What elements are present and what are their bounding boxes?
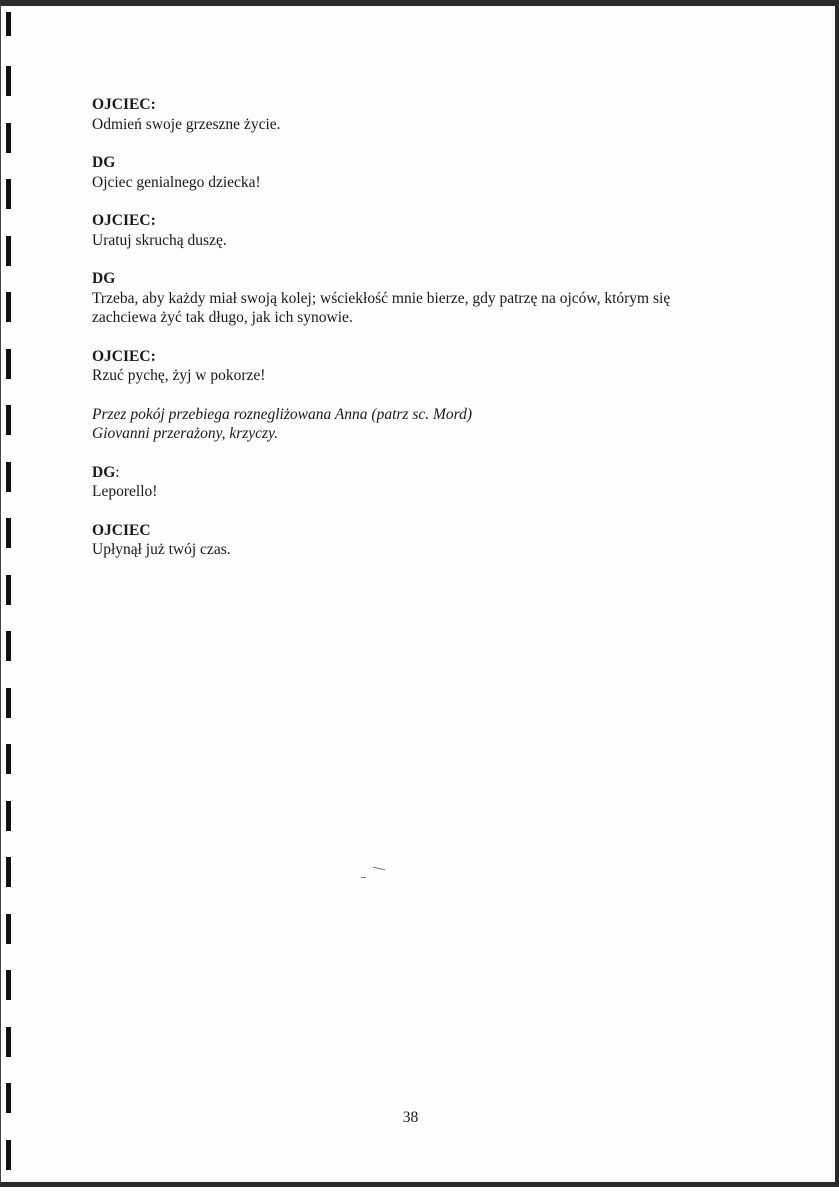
dialogue-block: [92, 153, 752, 192]
speaker-name: OJCIEC: [92, 521, 151, 539]
scan-smudge: [373, 867, 385, 870]
speaker-name: OJCIEC:: [92, 212, 156, 229]
binding-hole: [6, 688, 11, 718]
speaker-colon: :: [115, 463, 120, 481]
stage-direction-line: Giovanni przerażony, krzyczy.: [92, 425, 278, 442]
dialogue-line: Odmień swoje grzeszne życie.: [92, 115, 281, 133]
binding-hole: [6, 236, 11, 266]
speaker-name: OJCIEC:: [92, 96, 156, 113]
dialogue-line: Upłynął już twój czas.: [92, 541, 231, 558]
binding-holes: [4, 6, 14, 1193]
dialogue-block: [92, 211, 752, 250]
stage-direction-line: Przez pokój przebiega roznegliżowana Anna (patrz sc. Mord): [92, 405, 473, 423]
page-number: 38: [402, 1109, 419, 1126]
dialogue-block: [92, 95, 752, 134]
binding-hole: [6, 462, 11, 492]
scan-smudge: [361, 877, 366, 878]
binding-hole: [6, 66, 11, 96]
speaker-name: DG: [92, 270, 116, 287]
speaker-label: DG: [92, 463, 116, 481]
binding-hole: [6, 1140, 11, 1170]
speaker-name: DG: [92, 154, 116, 171]
binding-hole: [6, 12, 11, 36]
binding-hole: [6, 970, 11, 1000]
binding-hole: [6, 349, 11, 379]
binding-hole: [6, 405, 11, 435]
dialogue-line: zachciewa żyć tak długo, jak ich synowie.: [92, 309, 353, 326]
binding-hole: [6, 914, 11, 944]
speaker-name: OJCIEC:: [92, 347, 156, 365]
binding-hole: [6, 744, 11, 774]
binding-hole: [6, 857, 11, 887]
dialogue-block: [92, 463, 752, 502]
dialogue-line: Rzuć pychę, żyj w pokorze!: [92, 367, 266, 384]
speaker-name: [92, 463, 752, 483]
binding-hole: [6, 179, 11, 209]
binding-hole: [6, 123, 11, 153]
dialogue-block: [92, 269, 752, 328]
stage-direction: [92, 405, 752, 444]
binding-hole: [6, 631, 11, 661]
dialogue-line: Uratuj skruchą duszę.: [92, 231, 227, 249]
binding-hole: [6, 801, 11, 831]
dialogue-line: Trzeba, aby każdy miał swoją kolej; wściekłość mnie bierze, gdy patrzę na ojców, którym się: [92, 289, 671, 307]
script-content: [92, 95, 752, 579]
dialogue-line: Leporello!: [92, 483, 158, 500]
binding-hole: [6, 292, 11, 322]
binding-hole: [6, 518, 11, 548]
dialogue-line: Ojciec genialnego dziecka!: [92, 173, 261, 191]
dialogue-block: [92, 521, 752, 560]
binding-hole: [6, 575, 11, 605]
dialogue-block: [92, 347, 752, 386]
binding-hole: [6, 1027, 11, 1057]
